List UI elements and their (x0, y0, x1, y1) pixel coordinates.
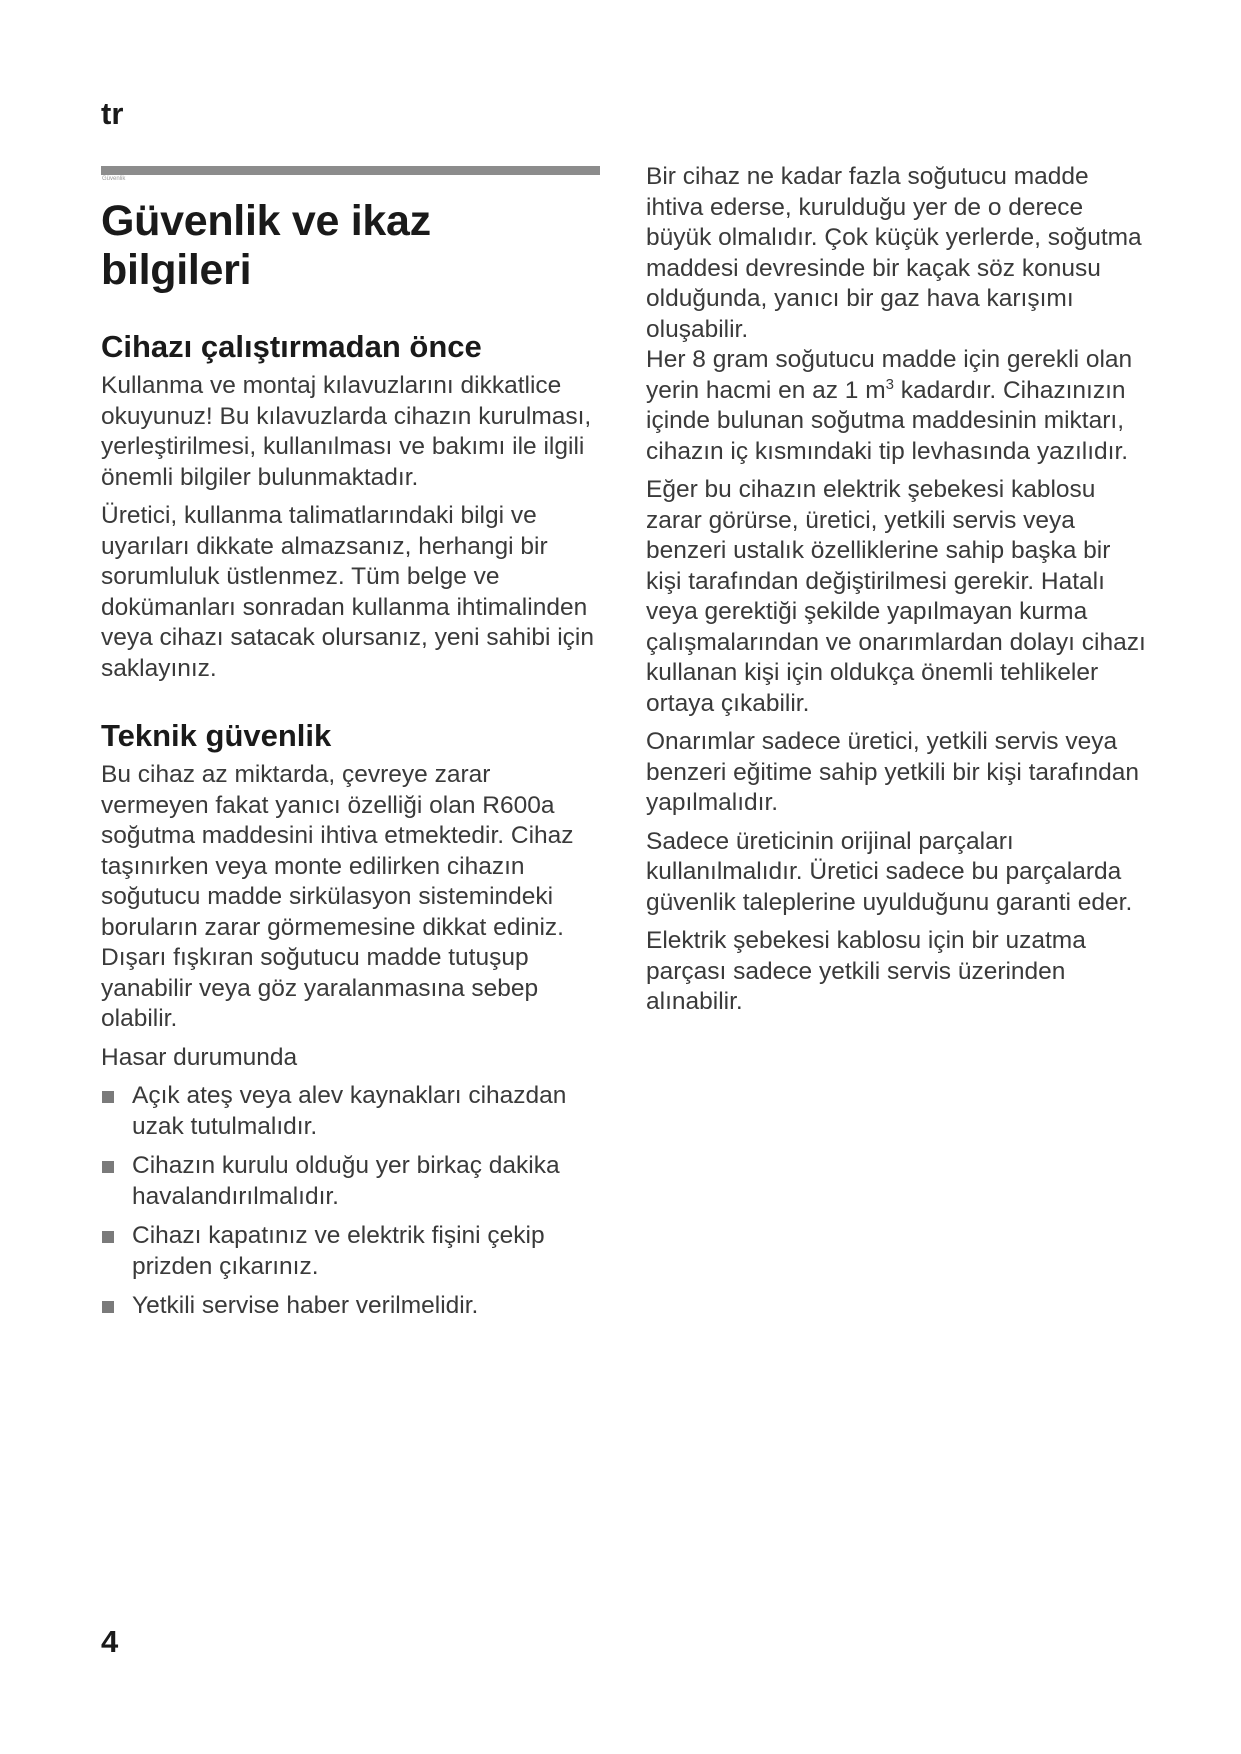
paragraph-extension-cable: Elektrik şebekesi kablosu için bir uzatma parçası sadece yetkili servis üzerinden alınabilir. (646, 927, 1086, 1015)
list-item-text: Yetkili servise haber verilmelidir. (132, 1292, 479, 1319)
page-number: 4 (101, 1624, 119, 1659)
page-title (101, 197, 600, 295)
list-item-text: Cihazın kurulu olduğu yer birkaç dakika havalandırılmalıdır. (132, 1152, 560, 1210)
list-item (101, 1151, 600, 1212)
language-code: tr (101, 96, 124, 131)
superscript-cubed: 3 (885, 375, 894, 393)
section-divider-bar (101, 166, 600, 182)
paragraph-read-manuals: Kullanma ve montaj kılavuzlarını dikkatlice okuyunuz! Bu kılavuzlarda cihazın kurulması, yerleştirilmesi, kullanılması ve bakımı ile ilgili önemli bilgiler bulunmaktadır. (101, 372, 592, 491)
list-item (101, 1081, 600, 1142)
paragraph-original-parts: Sadece üreticinin orijinal parçaları kullanılmalıdır. Üretici sadece bu parçalarda güvenlik taleplerine uyulduğunu garanti eder. (646, 827, 1133, 916)
paragraph-manufacturer-liability: Üretici, kullanma talimatlarındaki bilgi ve uyarıları dikkate almazsanız, herhangi bir sorumluluk üstlenmez. Tüm belge ve dokümanları sonradan kullanma ihtimalinden veya cihazı satacak olursanız, yeni sahibi için saklayınız. (101, 502, 594, 682)
paragraph-repairs: Onarımlar sadece üretici, yetkili servis veya benzeri eğitime sahip yetkili bir kişi tarafından yapılmalıdır. (646, 728, 1139, 816)
paragraph-refrigerant-info: Bu cihaz az miktarda, çevreye zarar vermeyen fakat yanıcı özelliği olan R600a soğutma maddesini ihtiva etmektedir. Cihaz taşınırken veya monte edilirken cihazın soğutucu madde sirkülasyon sistemindeki boruların zarar görmemesine dikkat ediniz. Dışarı fışkıran soğutucu madde tutuşup yanabilir veya göz yaralanmasına sebep olabilir. (101, 761, 574, 1032)
section-bar-label: Güvenlik (102, 176, 126, 182)
right-column (646, 162, 1146, 1018)
list-item (101, 1221, 600, 1282)
paragraph-in-case-of-damage: Hasar durumunda (101, 1043, 298, 1071)
room-volume-text-post: kadardır. Cihazınızın içinde bulunan soğutma maddesinin miktarı, cihazın iç kısmındaki tip levhasında yazılıdır. (646, 376, 1129, 465)
list-item-text: Cihazı kapatınız ve elektrik fişini çekip prizden çıkarınız. (132, 1222, 545, 1280)
list-item-text: Açık ateş veya alev kaynakları cihazdan uzak tutulmalıdır. (132, 1082, 567, 1140)
page-title-line2: bilgileri (101, 246, 252, 294)
list-item (101, 1291, 600, 1322)
paragraph-room-size: Bir cihaz ne kadar fazla soğutucu madde ihtiva ederse, kurulduğu yer de o derece büyük olmalıdır. Çok küçük yerlerde, soğutma maddesi devresinde bir kaçak söz konusu olduğunda, yanıcı bir gaz hava karışımı oluşabilir. (646, 163, 1142, 343)
room-volume-text-pre: Her 8 gram soğutucu madde için gerekli olan yerin hacmi en az 1 m (646, 346, 1133, 404)
square-bullet-icon (102, 1161, 114, 1173)
left-column (101, 166, 600, 1331)
square-bullet-icon (102, 1301, 114, 1313)
page-title-line1: Güvenlik ve ikaz (101, 197, 431, 245)
heading-technical-safety: Teknik güvenlik (101, 718, 332, 753)
paragraph-power-cable-damage: Eğer bu cihazın elektrik şebekesi kablosu zarar görürse, üretici, yetkili servis veya benzeri ustalık özelliklerine sahip başka bir kişi tarafından değiştirilmesi gerekir. Hatalı veya gerektiği şekilde yapılmayan kurma çalışmalarından ve onarımlardan dolayı cihazı kullanan kişi için oldukça önemli tehlikeler ortaya çıkabilir. (646, 476, 1146, 717)
square-bullet-icon (102, 1231, 114, 1243)
paragraph-room-volume (646, 345, 1146, 467)
damage-instructions-list (101, 1081, 600, 1322)
heading-before-operation: Cihazı çalıştırmadan önce (101, 329, 482, 364)
square-bullet-icon (102, 1091, 114, 1103)
